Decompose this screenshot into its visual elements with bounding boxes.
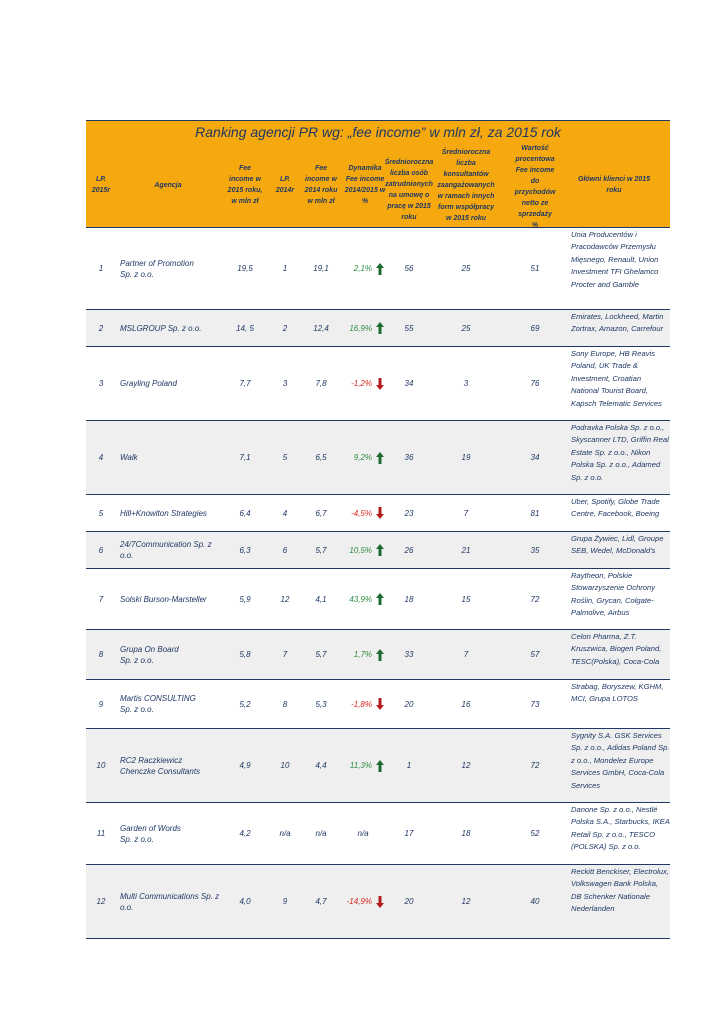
consultants-cell-text: 12 bbox=[461, 897, 471, 906]
dynamics-value: 1,7% bbox=[353, 650, 372, 659]
fee-2015-cell bbox=[220, 680, 270, 728]
fee-2014-cell-text: n/a bbox=[315, 829, 327, 838]
employees-cell-text: 23 bbox=[404, 508, 414, 518]
fee-2015-cell bbox=[220, 495, 270, 531]
dynamics-value: -14,9% bbox=[346, 897, 372, 906]
consultants-cell-text: 19 bbox=[461, 453, 471, 462]
rank-cell bbox=[86, 421, 116, 494]
share-cell-text: 40 bbox=[530, 897, 540, 906]
rank-2014-cell bbox=[270, 347, 300, 420]
clients-cell bbox=[568, 865, 670, 938]
rank-2014-cell bbox=[270, 729, 300, 802]
rank-cell bbox=[86, 630, 116, 679]
consultants-cell bbox=[430, 347, 502, 420]
clients-cell bbox=[568, 228, 670, 309]
share-cell bbox=[502, 865, 568, 938]
employees-cell-text: 20 bbox=[404, 699, 414, 709]
rank-2014-cell-text: 1 bbox=[282, 264, 288, 273]
share-cell bbox=[502, 495, 568, 531]
dynamics-value: 43,9% bbox=[349, 594, 372, 604]
employees-cell bbox=[388, 865, 430, 938]
dynamics-cell bbox=[342, 729, 388, 802]
clients-cell bbox=[568, 729, 670, 802]
fee-2015-cell bbox=[220, 347, 270, 420]
table-row bbox=[86, 228, 670, 310]
table-row bbox=[86, 630, 670, 680]
dynamics-cell bbox=[342, 680, 388, 728]
agency-cell bbox=[116, 421, 220, 494]
clients-cell-text: Sony Europe, HB Reavis Poland, UK Trade & Investment, Croatian National Tourist Board, Kapsch Telematic Services bbox=[571, 349, 662, 408]
share-cell bbox=[502, 228, 568, 309]
fee-2015-cell-text: 14, 5 bbox=[236, 323, 254, 333]
rank-2014-cell bbox=[270, 532, 300, 568]
fee-2015-cell-text: 5,2 bbox=[239, 699, 251, 709]
clients-cell-text: Celon Pharma, Z.T. Kruszwica, Biogen Poland, TESC(Polska), Coca-Cola bbox=[571, 632, 662, 666]
agency-cell bbox=[116, 865, 220, 938]
employees-cell-text: 56 bbox=[404, 264, 414, 273]
fee-2015-cell-text: 7,1 bbox=[239, 453, 251, 462]
employees-cell bbox=[388, 630, 430, 679]
rank-2014-cell-text: 5 bbox=[282, 453, 288, 462]
rank-2014-cell bbox=[270, 310, 300, 346]
table-row bbox=[86, 729, 670, 803]
dynamics-cell bbox=[342, 803, 388, 864]
fee-2015-cell-text: 4,9 bbox=[239, 761, 251, 770]
rank-2014-cell bbox=[270, 803, 300, 864]
arrow-up-icon bbox=[376, 544, 384, 556]
share-cell-text: 81 bbox=[530, 508, 540, 518]
agency-cell-text: MSLGROUP Sp. z o.o. bbox=[120, 323, 202, 333]
fee-2015-cell-text: 5,8 bbox=[239, 650, 251, 659]
header-clients: Główni klienci w 2015 roku bbox=[578, 176, 650, 194]
agency-cell bbox=[116, 680, 220, 728]
rank-2014-cell-text: 9 bbox=[282, 897, 288, 906]
consultants-cell-text: 15 bbox=[461, 594, 471, 604]
clients-cell-text: Raytheon, Polskie Stowarzyszenie Ochrony Roślin, Grycan, Colgate-Palmolive, Airbus bbox=[571, 571, 655, 618]
agency-cell-text: RC2 Raczkiewicz Chenczke Consultants bbox=[120, 755, 201, 776]
rank-2014-cell-text: 12 bbox=[280, 594, 290, 604]
agency-cell bbox=[116, 347, 220, 420]
employees-cell-text: 20 bbox=[404, 897, 414, 906]
fee-2015-cell bbox=[220, 228, 270, 309]
clients-cell bbox=[568, 803, 670, 864]
employees-cell bbox=[388, 347, 430, 420]
fee-2014-cell bbox=[300, 495, 342, 531]
employees-cell bbox=[388, 680, 430, 728]
arrow-up-icon bbox=[376, 263, 384, 275]
dynamics-cell bbox=[342, 569, 388, 629]
fee-2014-cell bbox=[300, 569, 342, 629]
arrow-up-icon bbox=[376, 760, 384, 772]
consultants-cell-text: 16 bbox=[461, 699, 471, 709]
header-employees: Średnioroczna liczba osób zatrudnionych na umowę o pracę w 2015 roku bbox=[384, 159, 434, 221]
dynamics-cell bbox=[342, 532, 388, 568]
consultants-cell-text: 18 bbox=[461, 829, 471, 838]
rank-cell-text: 6 bbox=[98, 545, 104, 555]
rank-cell bbox=[86, 347, 116, 420]
consultants-cell-text: 25 bbox=[461, 323, 471, 333]
fee-2015-cell bbox=[220, 421, 270, 494]
share-cell bbox=[502, 532, 568, 568]
arrow-down-icon bbox=[376, 507, 384, 519]
table-header bbox=[86, 143, 670, 228]
fee-2014-cell bbox=[300, 421, 342, 494]
share-cell bbox=[502, 569, 568, 629]
header-lp2014: LP. 2014r bbox=[275, 176, 295, 194]
dynamics-value: 9,2% bbox=[353, 453, 372, 462]
fee-2015-cell bbox=[220, 865, 270, 938]
rank-cell bbox=[86, 803, 116, 864]
fee-2015-cell-text: 6,3 bbox=[239, 545, 251, 555]
employees-cell-text: 36 bbox=[404, 453, 414, 462]
fee-2014-cell bbox=[300, 228, 342, 309]
dynamics-value: n/a bbox=[357, 829, 369, 838]
clients-cell-text: Danone Sp. z o.o., Nestlé Polska S.A., Starbucks, IKEA Retail Sp. z o.o., TESCO (POLSKA) Sp. z o.o. bbox=[571, 805, 670, 852]
rank-cell bbox=[86, 569, 116, 629]
fee-2014-cell-text: 19,1 bbox=[313, 264, 329, 273]
fee-2014-cell bbox=[300, 865, 342, 938]
rank-2014-cell-text: 2 bbox=[282, 323, 288, 333]
clients-cell-text: Grupa Żywiec, Lidl, Groupe SEB, Wedel, McDonald's bbox=[571, 534, 664, 556]
arrow-up-icon bbox=[376, 649, 384, 661]
ranking-table bbox=[86, 120, 670, 939]
share-cell bbox=[502, 310, 568, 346]
employees-cell bbox=[388, 228, 430, 309]
rank-cell-text: 7 bbox=[98, 594, 104, 604]
header-fee2015: Fee income w 2015 roku, w mln zł bbox=[227, 165, 263, 205]
share-cell bbox=[502, 803, 568, 864]
agency-cell bbox=[116, 630, 220, 679]
agency-cell bbox=[116, 228, 220, 309]
fee-2014-cell-text: 5,3 bbox=[315, 699, 327, 709]
clients-cell bbox=[568, 347, 670, 420]
rank-2014-cell-text: 8 bbox=[282, 699, 288, 709]
clients-cell bbox=[568, 680, 670, 728]
rank-2014-cell-text: n/a bbox=[279, 829, 291, 838]
employees-cell bbox=[388, 569, 430, 629]
employees-cell bbox=[388, 310, 430, 346]
arrow-down-icon bbox=[376, 896, 384, 908]
rank-cell bbox=[86, 532, 116, 568]
dynamics-value: 11,3% bbox=[349, 761, 372, 770]
table-body bbox=[86, 228, 670, 939]
employees-cell-text: 18 bbox=[404, 594, 414, 604]
fee-2015-cell bbox=[220, 310, 270, 346]
employees-cell-text: 55 bbox=[404, 323, 414, 333]
consultants-cell bbox=[430, 729, 502, 802]
consultants-cell bbox=[430, 421, 502, 494]
clients-cell bbox=[568, 532, 670, 568]
rank-cell bbox=[86, 865, 116, 938]
dynamics-cell bbox=[342, 421, 388, 494]
employees-cell-text: 17 bbox=[404, 829, 414, 838]
rank-cell-text: 10 bbox=[96, 761, 106, 770]
fee-2015-cell bbox=[220, 803, 270, 864]
consultants-cell-text: 25 bbox=[461, 264, 471, 273]
agency-cell-text: Multi Communications Sp. z o.o. bbox=[120, 891, 220, 912]
rank-2014-cell-text: 10 bbox=[280, 761, 290, 770]
consultants-cell-text: 7 bbox=[463, 650, 469, 659]
fee-2014-cell-text: 6,5 bbox=[315, 453, 327, 462]
clients-cell bbox=[568, 630, 670, 679]
header-agency: Agencja bbox=[154, 181, 182, 189]
fee-2015-cell bbox=[220, 569, 270, 629]
employees-cell bbox=[388, 495, 430, 531]
dynamics-cell bbox=[342, 228, 388, 309]
employees-cell bbox=[388, 421, 430, 494]
rank-cell bbox=[86, 729, 116, 802]
fee-2014-cell bbox=[300, 310, 342, 346]
rank-2014-cell bbox=[270, 569, 300, 629]
share-cell bbox=[502, 680, 568, 728]
fee-2014-cell bbox=[300, 532, 342, 568]
fee-2015-cell bbox=[220, 532, 270, 568]
consultants-cell-text: 7 bbox=[463, 508, 469, 518]
share-cell-text: 57 bbox=[530, 650, 540, 659]
rank-2014-cell-text: 6 bbox=[282, 545, 288, 555]
dynamics-cell bbox=[342, 310, 388, 346]
fee-2014-cell-text: 6,7 bbox=[315, 508, 327, 518]
rank-cell bbox=[86, 680, 116, 728]
fee-2015-cell-text: 7,7 bbox=[239, 379, 251, 388]
agency-cell-text: Solski Burson-Marsteller bbox=[120, 594, 207, 604]
share-cell bbox=[502, 729, 568, 802]
rank-cell-text: 1 bbox=[98, 264, 104, 273]
fee-2015-cell-text: 4,2 bbox=[239, 829, 251, 838]
agency-cell-text: Martis CONSULTING Sp. z o.o. bbox=[120, 694, 196, 714]
dynamics-value: 2,1% bbox=[353, 264, 372, 273]
clients-cell-text: Uber, Spotify, Globe Trade Centre, Facebook, Boeing bbox=[571, 497, 660, 519]
clients-cell-text: Unia Producentów i Pracodawców Przemysłu Mięsnego, Renault, Union Investment TFI Ghelamco Procter and Gamble bbox=[571, 230, 659, 289]
header-fee2014: Fee income w 2014 roku w mln zł bbox=[304, 165, 338, 205]
dynamics-cell bbox=[342, 347, 388, 420]
clients-cell bbox=[568, 310, 670, 346]
fee-2014-cell bbox=[300, 680, 342, 728]
dynamics-cell bbox=[342, 630, 388, 679]
arrow-up-icon bbox=[376, 452, 384, 464]
clients-cell-text: Emirates, Lockheed, Martin Zortrax, Amazon, Carrefour bbox=[571, 312, 664, 334]
fee-2014-cell bbox=[300, 630, 342, 679]
dynamics-value: 10,5% bbox=[349, 545, 372, 555]
rank-cell-text: 4 bbox=[98, 453, 104, 462]
fee-2014-cell bbox=[300, 347, 342, 420]
consultants-cell bbox=[430, 532, 502, 568]
fee-2014-cell-text: 4,1 bbox=[315, 594, 327, 604]
employees-cell-text: 33 bbox=[404, 650, 414, 659]
consultants-cell bbox=[430, 803, 502, 864]
agency-cell bbox=[116, 729, 220, 802]
consultants-cell bbox=[430, 630, 502, 679]
arrow-down-icon bbox=[376, 698, 384, 710]
share-cell-text: 52 bbox=[530, 829, 540, 838]
consultants-cell-text: 12 bbox=[461, 761, 471, 770]
arrow-up-icon bbox=[376, 322, 384, 334]
clients-cell-text: Podravka Polska Sp. z o.o., Skyscanner LTD, Griffin Real Estate Sp. z o.o., Nikon Polska Sp. z o.o., Adamed Sp. z o.o. bbox=[571, 423, 669, 482]
consultants-cell bbox=[430, 680, 502, 728]
agency-cell bbox=[116, 569, 220, 629]
rank-2014-cell-text: 3 bbox=[282, 379, 288, 388]
agency-cell-text: Hill+Knowlton Strategies bbox=[120, 508, 207, 518]
fee-2014-cell bbox=[300, 729, 342, 802]
fee-2014-cell-text: 4,4 bbox=[315, 761, 327, 770]
consultants-cell-text: 21 bbox=[461, 545, 471, 555]
table-row bbox=[86, 495, 670, 532]
rank-cell-text: 2 bbox=[98, 323, 104, 333]
clients-cell-text: Sygnity S.A. GSK Services Sp. z o.o., Adidas Poland Sp. z o.o., Mondelez Europe Services GmbH, Coca-Cola Services bbox=[571, 731, 670, 790]
table-row bbox=[86, 865, 670, 939]
header-share: Wartość procentowa Fee income do przychodów netto ze sprzedaży % bbox=[514, 145, 556, 229]
fee-2014-cell-text: 5,7 bbox=[315, 545, 327, 555]
table-row bbox=[86, 803, 670, 865]
employees-cell bbox=[388, 729, 430, 802]
consultants-cell bbox=[430, 310, 502, 346]
arrow-down-icon bbox=[376, 378, 384, 390]
table-row bbox=[86, 421, 670, 495]
share-cell-text: 51 bbox=[530, 264, 540, 273]
header-lp2015: LP. 2015r bbox=[91, 176, 111, 194]
table-row bbox=[86, 569, 670, 630]
rank-cell-text: 12 bbox=[96, 897, 106, 906]
rank-2014-cell bbox=[270, 630, 300, 679]
agency-cell-text: Grupa On Board Sp. z o.o. bbox=[120, 644, 179, 665]
employees-cell-text: 1 bbox=[406, 761, 412, 770]
rank-cell bbox=[86, 495, 116, 531]
share-cell-text: 72 bbox=[530, 761, 540, 770]
fee-2015-cell bbox=[220, 729, 270, 802]
employees-cell bbox=[388, 803, 430, 864]
employees-cell-text: 26 bbox=[404, 545, 414, 555]
table-row bbox=[86, 680, 670, 729]
rank-2014-cell-text: 7 bbox=[282, 650, 288, 659]
agency-cell-text: Partner of Promotion Sp. z o.o. bbox=[120, 258, 194, 279]
fee-2014-cell-text: 5,7 bbox=[315, 650, 327, 659]
consultants-cell bbox=[430, 865, 502, 938]
share-cell-text: 35 bbox=[530, 545, 540, 555]
employees-cell-text: 34 bbox=[404, 379, 414, 388]
header-dynamics: Dynamika Fee income 2014/2015 w % bbox=[344, 165, 386, 205]
rank-cell bbox=[86, 310, 116, 346]
dynamics-cell bbox=[342, 495, 388, 531]
rank-2014-cell bbox=[270, 680, 300, 728]
agency-cell-text: 24/7Communication Sp. z o.o. bbox=[120, 540, 212, 560]
clients-cell bbox=[568, 421, 670, 494]
fee-2015-cell-text: 5,9 bbox=[239, 594, 251, 604]
dynamics-cell bbox=[342, 865, 388, 938]
share-cell-text: 76 bbox=[530, 379, 540, 388]
rank-2014-cell bbox=[270, 228, 300, 309]
employees-cell bbox=[388, 532, 430, 568]
fee-2015-cell-text: 19,5 bbox=[237, 264, 253, 273]
fee-2014-cell-text: 4,7 bbox=[315, 897, 327, 906]
fee-2014-cell-text: 12,4 bbox=[313, 323, 329, 333]
agency-cell-text: Walk bbox=[120, 453, 138, 462]
agency-cell bbox=[116, 310, 220, 346]
agency-cell-text: Garden of Words Sp. z o.o. bbox=[120, 823, 181, 844]
rank-cell-text: 8 bbox=[98, 650, 104, 659]
fee-2014-cell bbox=[300, 803, 342, 864]
dynamics-value: 16,9% bbox=[349, 323, 372, 333]
rank-cell-text: 11 bbox=[96, 829, 106, 838]
arrow-up-icon bbox=[376, 593, 384, 605]
clients-cell-text: Reckitt Benckiser, Electrolux, Volkswagen Bank Polska, DB Schenker Nationale Nederlanden bbox=[571, 867, 669, 914]
header-consultants: Średnioroczna liczba konsultantów zaangażowanych w ramach innych form współpracy w 2015 roku bbox=[437, 149, 495, 222]
fee-2014-cell-text: 7,8 bbox=[315, 379, 327, 388]
consultants-cell bbox=[430, 569, 502, 629]
rank-2014-cell bbox=[270, 421, 300, 494]
share-cell bbox=[502, 347, 568, 420]
share-cell-text: 73 bbox=[530, 699, 540, 709]
share-cell-text: 34 bbox=[530, 453, 540, 462]
rank-2014-cell bbox=[270, 865, 300, 938]
agency-cell-text: Grayling Poland bbox=[120, 379, 177, 388]
share-cell bbox=[502, 630, 568, 679]
dynamics-value: -1,8% bbox=[351, 699, 372, 709]
rank-2014-cell bbox=[270, 495, 300, 531]
dynamics-value: -1,2% bbox=[351, 379, 372, 388]
fee-2015-cell-text: 6,4 bbox=[239, 508, 251, 518]
share-cell bbox=[502, 421, 568, 494]
rank-cell-text: 3 bbox=[98, 379, 104, 388]
fee-2015-cell bbox=[220, 630, 270, 679]
rank-cell-text: 5 bbox=[98, 508, 104, 518]
rank-cell-text: 9 bbox=[98, 699, 104, 709]
table-title: Ranking agencji PR wg: „fee income” w mln zł, za 2015 rok bbox=[86, 120, 670, 143]
rank-2014-cell-text: 4 bbox=[282, 508, 288, 518]
table-row bbox=[86, 347, 670, 421]
share-cell-text: 72 bbox=[530, 594, 540, 604]
agency-cell bbox=[116, 803, 220, 864]
fee-2015-cell-text: 4,0 bbox=[239, 897, 251, 906]
consultants-cell bbox=[430, 495, 502, 531]
table-row bbox=[86, 532, 670, 569]
rank-cell bbox=[86, 228, 116, 309]
share-cell-text: 69 bbox=[530, 323, 540, 333]
dynamics-value: -4,5% bbox=[351, 508, 372, 518]
agency-cell bbox=[116, 532, 220, 568]
table-row bbox=[86, 310, 670, 347]
consultants-cell bbox=[430, 228, 502, 309]
clients-cell-text: Strabag, Boryszew, KGHM, MCI, Grupa LOTOS bbox=[571, 682, 664, 704]
agency-cell bbox=[116, 495, 220, 531]
clients-cell bbox=[568, 495, 670, 531]
clients-cell bbox=[568, 569, 670, 629]
consultants-cell-text: 3 bbox=[463, 379, 469, 388]
